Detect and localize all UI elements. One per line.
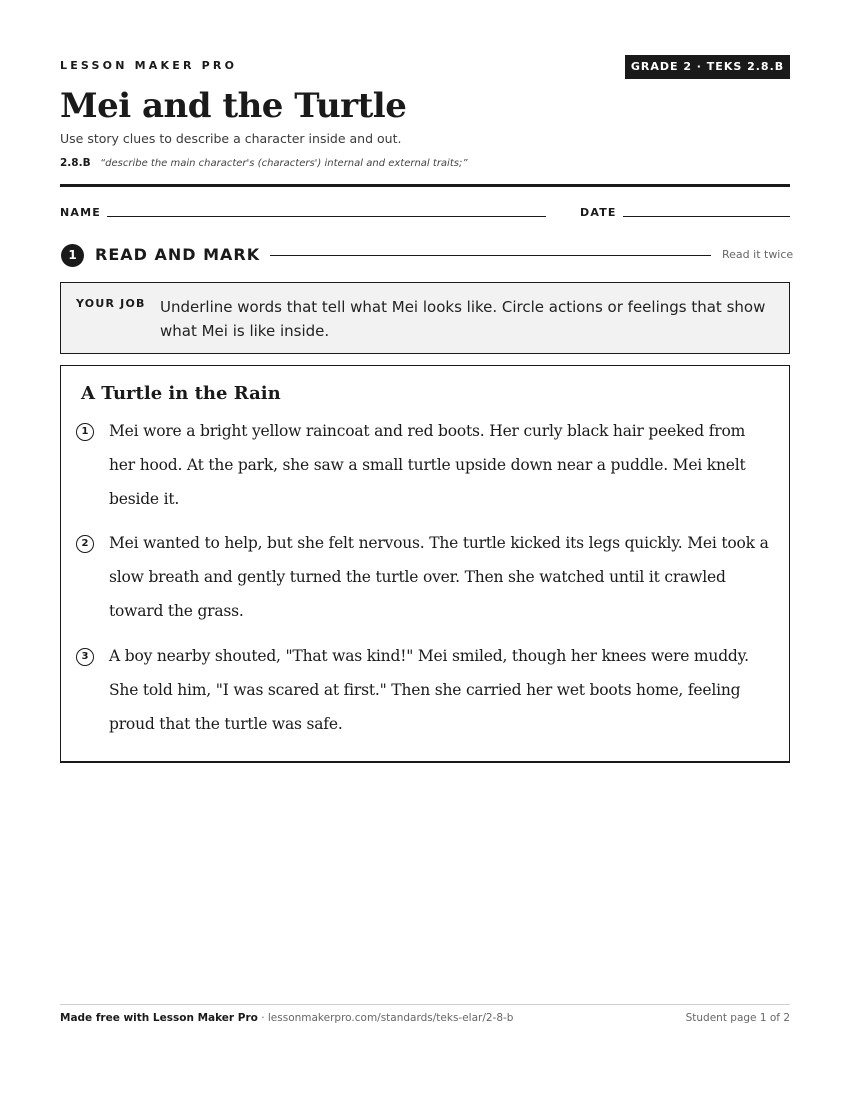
story-box — [60, 365, 790, 763]
section-rule — [270, 255, 711, 256]
footer-url[interactable]: · lessonmakerpro.com/standards/teks-elar/2-8-b — [257, 1012, 514, 1024]
standard-code: 2.8.B — [60, 157, 91, 169]
date-field-line[interactable] — [623, 216, 790, 217]
section-title: READ AND MARK — [95, 245, 261, 264]
job-box — [60, 282, 790, 354]
header-divider — [60, 184, 790, 187]
page-subtitle: Use story clues to describe a character inside and out. — [60, 131, 402, 146]
story-title: A Turtle in the Rain — [81, 383, 281, 404]
page-title: Mei and the Turtle — [60, 86, 407, 126]
section-note: Read it twice — [722, 248, 794, 261]
footer-divider — [60, 1004, 790, 1005]
section-number-badge: 1 — [61, 244, 84, 267]
paragraph-text: A boy nearby shouted, "That was kind!" Mei smiled, though her knees were muddy. She told him, "I was scared at first." Then she carried her wet boots home, feeling proud that the turtle was safe. — [109, 647, 749, 733]
paragraph-number-icon: 2 — [76, 535, 94, 553]
paragraph-text: Mei wore a bright yellow raincoat and red boots. Her curly black hair peeked from her hood. At the park, she saw a small turtle upside down near a puddle. Mei knelt beside it. — [109, 422, 746, 508]
brand-name: LESSON MAKER PRO — [60, 59, 238, 72]
paragraph-number-icon: 1 — [76, 423, 94, 441]
paragraph-text: Mei wanted to help, but she felt nervous. The turtle kicked its legs quickly. Mei took a slow breath and gently turned the turtle over. Then she watched until it crawled toward the grass. — [109, 534, 769, 620]
footer-credit — [60, 1012, 513, 1024]
footer-brand: Made free with Lesson Maker Pro — [60, 1012, 258, 1024]
paragraph-number-icon: 3 — [76, 648, 94, 666]
job-instructions: Underline words that tell what Mei looks like. Circle actions or feelings that show what Mei is like inside. — [160, 298, 766, 340]
name-field-line[interactable] — [107, 216, 546, 217]
name-label: NAME — [60, 206, 101, 219]
standard-line — [60, 157, 468, 169]
footer-page-number: Student page 1 of 2 — [685, 1012, 790, 1024]
standard-text: “describe the main character's (characters') internal and external traits;” — [99, 158, 468, 169]
job-label: YOUR JOB — [76, 297, 146, 310]
date-label: DATE — [580, 206, 617, 219]
grade-badge: GRADE 2 · TEKS 2.8.B — [625, 55, 790, 79]
